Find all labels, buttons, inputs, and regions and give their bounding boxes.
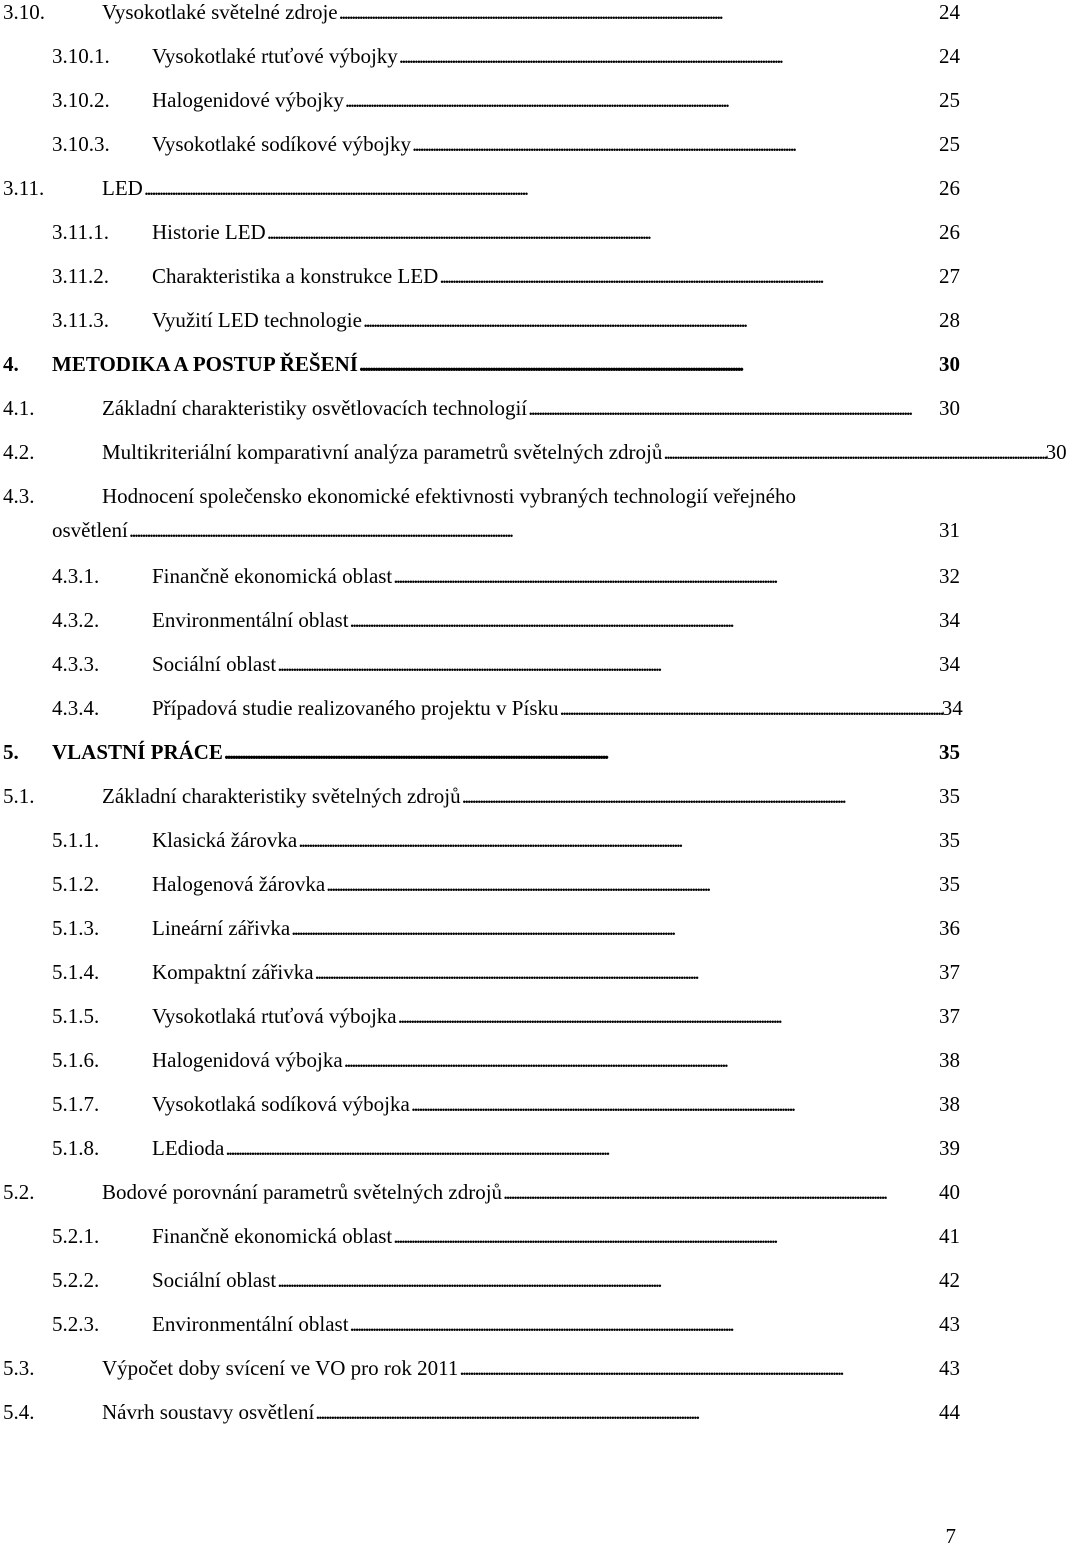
toc-entry-number: 4.3.2.: [52, 608, 100, 632]
toc-entry-title[interactable]: Kompaktní zářivka: [152, 960, 314, 984]
toc-entry: [0, 437, 1067, 467]
toc-entry: [0, 481, 960, 511]
toc-entry-page[interactable]: 37: [939, 960, 960, 984]
toc-entry-page[interactable]: 34: [941, 696, 963, 720]
toc-entry-page[interactable]: 35: [939, 740, 960, 764]
toc-entry-page[interactable]: 38: [939, 1092, 960, 1116]
toc-entry-number: 4.3.1.: [52, 564, 100, 588]
toc-entry: [0, 957, 960, 987]
dot-leader: [267, 217, 938, 247]
dot-leader: [411, 1089, 938, 1119]
toc-entry: [0, 781, 960, 811]
toc-entry-title[interactable]: Halogenová žárovka: [152, 872, 326, 896]
toc-entry-title[interactable]: Multikriteriální komparativní analýza parametrů světelných zdrojů: [102, 440, 663, 464]
dot-leader: [144, 173, 938, 203]
toc-entry-number: 5.1.8.: [52, 1136, 100, 1160]
toc-entry-page[interactable]: 24: [939, 44, 960, 68]
toc-entry-page[interactable]: 30: [939, 396, 960, 420]
toc-entry-title[interactable]: Vysokotlaká sodíková výbojka: [152, 1092, 410, 1116]
toc-entry: [0, 1397, 960, 1427]
toc-entry-page[interactable]: 42: [939, 1268, 960, 1292]
toc-entry-title[interactable]: METODIKA A POSTUP ŘEŠENÍ: [52, 352, 358, 376]
toc-entry-title[interactable]: LEdioda: [152, 1136, 225, 1160]
toc-entry-number: 4.2.: [3, 440, 35, 464]
toc-entry-title[interactable]: Vysokotlaká rtuťová výbojka: [152, 1004, 397, 1028]
toc-entry-number: 5.2.: [3, 1180, 35, 1204]
toc-entry-page[interactable]: 30: [1045, 440, 1067, 464]
toc-entry-title[interactable]: Vysokotlaké sodíkové výbojky: [152, 132, 411, 156]
dot-leader: [344, 1045, 938, 1075]
toc-entry-page[interactable]: 34: [939, 652, 960, 676]
toc-entry-continuation: [0, 515, 960, 545]
dot-leader: [393, 561, 938, 591]
toc-entry: [0, 825, 960, 855]
dot-leader: [359, 349, 938, 379]
dot-leader: [291, 913, 938, 943]
toc-entry-page[interactable]: 34: [939, 608, 960, 632]
dot-leader: [225, 1133, 938, 1163]
toc-entry-title[interactable]: Finančně ekonomická oblast: [152, 1224, 393, 1248]
toc-entry-page[interactable]: 40: [939, 1180, 960, 1204]
dot-leader: [224, 737, 938, 767]
toc-entry-title[interactable]: Historie LED: [152, 220, 266, 244]
toc-entry-title[interactable]: Halogenidové výbojky: [152, 88, 344, 112]
toc-entry-page[interactable]: 41: [939, 1224, 960, 1248]
dot-leader: [345, 85, 938, 115]
toc-entry-title[interactable]: Lineární zářivka: [152, 916, 291, 940]
toc-entry-page[interactable]: 44: [939, 1400, 960, 1424]
toc-entry-page[interactable]: 32: [939, 564, 960, 588]
toc-entry-title[interactable]: Využití LED technologie: [152, 308, 362, 332]
toc-entry-number: 3.11.1.: [52, 220, 109, 244]
toc-entry-page[interactable]: 26: [939, 220, 960, 244]
toc-entry-title[interactable]: LED: [102, 176, 143, 200]
toc-entry-number: 5.3.: [3, 1356, 35, 1380]
toc-entry: [0, 393, 960, 423]
toc-entry-number: 5.1.1.: [52, 828, 100, 852]
toc-entry-number: 5.1.6.: [52, 1048, 100, 1072]
toc-entry-title[interactable]: Sociální oblast: [152, 652, 277, 676]
dot-leader: [350, 605, 938, 635]
toc-entry-page[interactable]: 31: [939, 518, 960, 542]
toc-entry-page[interactable]: 43: [939, 1312, 960, 1336]
toc-chapter: [0, 349, 960, 379]
toc-entry-title[interactable]: Základní charakteristiky osvětlovacích technologií: [102, 396, 528, 420]
toc-entry-title[interactable]: Návrh soustavy osvětlení: [102, 1400, 315, 1424]
dot-leader: [393, 1221, 938, 1251]
toc-entry-number: 5.2.2.: [52, 1268, 100, 1292]
toc-entry-page[interactable]: 30: [939, 352, 960, 376]
toc-entry-title[interactable]: Základní charakteristiky světelných zdrojů: [102, 784, 461, 808]
toc-entry-page[interactable]: 37: [939, 1004, 960, 1028]
dot-leader: [277, 1265, 938, 1295]
dot-leader: [350, 1309, 938, 1339]
toc-entry: [0, 649, 960, 679]
toc-entry-title[interactable]: VLASTNÍ PRÁCE: [52, 740, 223, 764]
dot-leader: [363, 305, 938, 335]
toc-entry-title[interactable]: Klasická žárovka: [152, 828, 298, 852]
toc-entry-number: 5.1.: [3, 784, 35, 808]
dot-leader: [298, 825, 938, 855]
dot-leader: [412, 129, 938, 159]
toc-entry: [0, 41, 960, 71]
toc-entry-number: 5.2.1.: [52, 1224, 100, 1248]
toc-entry: [0, 1353, 960, 1383]
toc-entry-title[interactable]: Případová studie realizovaného projektu v Písku: [152, 696, 559, 720]
toc-entry: [0, 0, 960, 27]
toc-entry: [0, 1045, 960, 1075]
toc-entry-title[interactable]: Finančně ekonomická oblast: [152, 564, 393, 588]
toc-entry: [0, 173, 960, 203]
dot-leader: [560, 693, 941, 723]
toc-entry-number: 3.10.: [3, 0, 45, 24]
dot-leader: [503, 1177, 938, 1207]
dot-leader: [315, 957, 938, 987]
toc-entry-page[interactable]: 26: [939, 176, 960, 200]
toc-entry: [0, 1309, 960, 1339]
toc-entry: [0, 1221, 960, 1251]
toc-chapter: [0, 737, 960, 767]
toc-entry-title-line1[interactable]: Hodnocení společensko ekonomické efektivnosti vybraných technologií veřejného: [102, 484, 796, 508]
toc-entry: [0, 869, 960, 899]
dot-leader: [315, 1397, 938, 1427]
toc-entry-page[interactable]: 24: [939, 0, 960, 24]
page-number: 7: [945, 1524, 956, 1548]
dot-leader: [277, 649, 938, 679]
toc-entry-number: 5.: [3, 740, 19, 764]
toc-entry-title[interactable]: Charakteristika a konstrukce LED: [152, 264, 439, 288]
toc-entry: [0, 217, 960, 247]
toc-entry-number: 3.11.: [3, 176, 45, 200]
toc-entry-number: 4.: [3, 352, 19, 376]
dot-leader: [326, 869, 938, 899]
toc-entry-page[interactable]: 35: [939, 872, 960, 896]
toc-entry-number: 5.1.7.: [52, 1092, 100, 1116]
dot-leader: [663, 437, 1044, 467]
toc-entry-number: 5.4.: [3, 1400, 35, 1424]
toc-entry: [0, 305, 960, 335]
toc-entry-number: 4.3.3.: [52, 652, 100, 676]
toc-entry-number: 3.10.1.: [52, 44, 110, 68]
toc-entry: [0, 1177, 960, 1207]
toc-entry-number: 3.11.3.: [52, 308, 109, 332]
toc-entry-page[interactable]: 27: [939, 264, 960, 288]
toc-entry: [0, 1133, 960, 1163]
toc-entry-number: 4.3.4.: [52, 696, 100, 720]
toc-entry-page[interactable]: 35: [939, 828, 960, 852]
toc-entry: [0, 85, 960, 115]
dot-leader: [399, 41, 938, 71]
toc-entry-page[interactable]: 36: [939, 916, 960, 940]
toc-entry-page[interactable]: 43: [939, 1356, 960, 1380]
dot-leader: [459, 1353, 938, 1383]
toc-entry: [0, 1265, 960, 1295]
toc-entry-title[interactable]: Halogenidová výbojka: [152, 1048, 343, 1072]
dot-leader: [462, 781, 938, 811]
toc-entry-title[interactable]: Environmentální oblast: [152, 608, 349, 632]
toc-entry-page[interactable]: 25: [939, 132, 960, 156]
toc-entry: [0, 261, 960, 291]
toc-entry: [0, 1089, 960, 1119]
dot-leader: [439, 261, 938, 291]
toc-entry: [0, 1001, 960, 1031]
toc-entry-number: 3.10.3.: [52, 132, 110, 156]
toc-entry-title[interactable]: osvětlení: [52, 518, 128, 542]
toc-entry-page[interactable]: 25: [939, 88, 960, 112]
toc-entry-page[interactable]: 39: [939, 1136, 960, 1160]
toc-entry: [0, 913, 960, 943]
dot-leader: [129, 515, 938, 545]
dot-leader: [528, 393, 938, 423]
toc-entry-number: 5.1.3.: [52, 916, 100, 940]
toc-entry-number: 3.10.2.: [52, 88, 110, 112]
toc-entry-number: 4.1.: [3, 396, 35, 420]
toc-entry: [0, 129, 960, 159]
toc-entry-title[interactable]: Environmentální oblast: [152, 1312, 349, 1336]
toc-entry-number: 5.1.4.: [52, 960, 100, 984]
toc-entry-title[interactable]: Bodové porovnání parametrů světelných zdrojů: [102, 1180, 503, 1204]
toc-entry-number: 4.3.: [3, 484, 35, 508]
dot-leader: [398, 1001, 938, 1031]
toc-entry: [0, 561, 960, 591]
toc-entry-title[interactable]: Výpočet doby svícení ve VO pro rok 2011: [102, 1356, 459, 1380]
dot-leader: [339, 0, 938, 27]
toc-entry-title[interactable]: Sociální oblast: [152, 1268, 277, 1292]
toc-entry-page[interactable]: 35: [939, 784, 960, 808]
toc-entry-page[interactable]: 28: [939, 308, 960, 332]
toc-entry: [0, 605, 960, 635]
toc-entry-number: 5.1.5.: [52, 1004, 100, 1028]
toc-entry-title[interactable]: Vysokotlaké světelné zdroje: [102, 0, 338, 24]
toc-entry: [0, 693, 963, 723]
toc-entry-number: 3.11.2.: [52, 264, 109, 288]
toc-entry-page[interactable]: 38: [939, 1048, 960, 1072]
toc-entry-number: 5.2.3.: [52, 1312, 100, 1336]
toc-entry-number: 5.1.2.: [52, 872, 100, 896]
toc-entry-title[interactable]: Vysokotlaké rtuťové výbojky: [152, 44, 398, 68]
